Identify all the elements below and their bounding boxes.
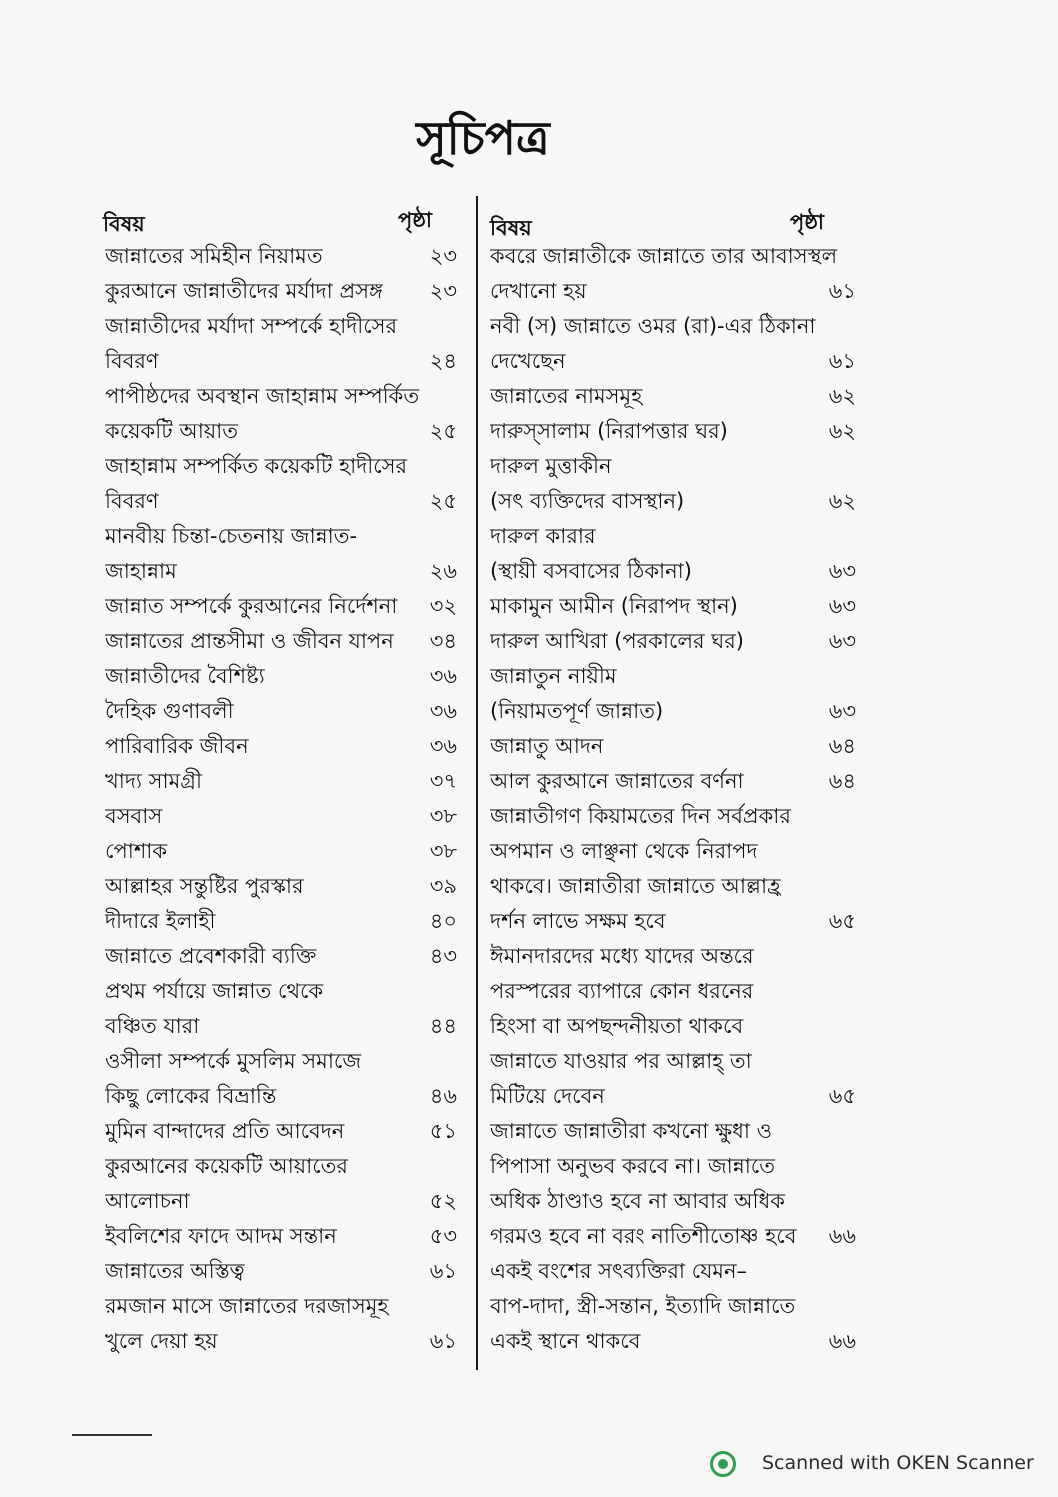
toc-entry-topic: দেখানো হয় [490,279,587,303]
toc-entry-page-number: ৩৬ [429,734,457,758]
toc-entry-topic: আল কুরআনে জান্নাতের বর্ণনা [490,769,744,793]
toc-entry-page-number: ৩২ [429,594,457,618]
toc-entry-topic: মানবীয় চিন্তা-চেতনায় জান্নাত- [105,524,358,548]
toc-entry [490,1185,856,1220]
toc-entry-topic: একই বংশের সৎব্যক্তিরা যেমন– [490,1259,747,1283]
toc-entry-page-number: ৬৫ [828,1084,856,1108]
toc-entry [105,275,457,310]
toc-entry-topic: পারিবারিক জীবন [105,734,249,758]
toc-entry-topic: খাদ্য সামগ্রী [105,769,203,793]
toc-entry-topic: দর্শন লাভে সক্ষম হবে [490,909,666,933]
right-header-topic: বিষয় [490,216,532,240]
toc-entry [105,1080,457,1115]
right-header-page: পৃষ্ঠা [790,210,825,234]
toc-entry [105,660,457,695]
toc-entry-topic: কবরে জান্নাতীকে জান্নাতে তার আবাসস্থল [490,244,838,268]
toc-entry-page-number: ৬১ [828,279,856,303]
toc-entry [105,1150,457,1185]
toc-entry [490,555,856,590]
toc-entry [490,380,856,415]
toc-entry [105,1325,457,1360]
toc-entry [105,310,457,345]
toc-entry-topic: বাপ-দাদা, স্ত্রী-সন্তান, ইত্যাদি জান্নাতে [490,1294,796,1318]
toc-entry-topic: জান্নাতে প্রবেশকারী ব্যক্তি [105,944,317,968]
toc-entry [490,1255,856,1290]
toc-entry [490,520,856,555]
toc-entry-page-number: ২৫ [429,489,457,513]
toc-entry-topic: জান্নাতু আদন [490,734,604,758]
toc-entry-topic: জান্নাতের নামসমূহ [490,384,643,408]
toc-entry-topic: দৈহিক গুণাবলী [105,699,234,723]
toc-entry [490,1290,856,1325]
toc-entry-topic: জান্নাতুন নায়ীম [490,664,617,688]
toc-entry-page-number: ৬৩ [828,594,856,618]
toc-entry [105,1010,457,1045]
left-header-page: পৃষ্ঠা [398,208,433,232]
toc-entry-topic: বিবরণ [105,349,159,373]
toc-entry-topic: মাকামুন আমীন (নিরাপদ স্থান) [490,594,738,618]
toc-entry-page-number: ৬১ [429,1329,457,1353]
toc-entry [490,485,856,520]
toc-entry [105,905,457,940]
toc-entry [105,765,457,800]
toc-entry [490,905,856,940]
toc-entry [105,1045,457,1080]
toc-entry [105,1220,457,1255]
toc-entry-topic: জান্নাতের অস্তিত্ব [105,1259,245,1283]
toc-entry-page-number: ৬১ [828,349,856,373]
bottom-rule [72,1434,152,1436]
toc-entry-page-number: ৫২ [429,1189,457,1213]
toc-entry-page-number: ৬৫ [828,909,856,933]
toc-entry-topic: পরস্পরের ব্যাপারে কোন ধরনের [490,979,754,1003]
toc-entry [490,695,856,730]
toc-entry [105,940,457,975]
toc-entry-topic: দারুল কারার [490,524,596,548]
toc-entry-page-number: ২৪ [429,349,457,373]
toc-entry-page-number: ৬৩ [828,699,856,723]
toc-entry-topic: অধিক ঠাণ্ডাও হবে না আবার অধিক [490,1189,785,1213]
toc-entry [490,415,856,450]
toc-entry [490,1325,856,1360]
toc-entry-topic: কুরআনে জান্নাতীদের মর্যাদা প্রসঙ্গ [105,279,383,303]
toc-entry [105,1115,457,1150]
toc-entry-page-number: ৫১ [429,1119,457,1143]
toc-entry-topic: হিংসা বা অপছন্দনীয়তা থাকবে [490,1014,744,1038]
toc-entry [490,275,856,310]
toc-entry [490,940,856,975]
toc-entry [105,730,457,765]
toc-entry-page-number: ৬৪ [828,734,856,758]
toc-entry [105,800,457,835]
toc-entry-page-number: ৩৪ [429,629,457,653]
toc-entry-topic: বিবরণ [105,489,159,513]
toc-entry [490,730,856,765]
toc-entry-topic: ইবলিশের ফাদে আদম সন্তান [105,1224,337,1248]
toc-entry-topic: কুরআনের কয়েকটি আয়াতের [105,1154,348,1178]
toc-entry [490,975,856,1010]
toc-entry [490,1115,856,1150]
toc-entry [105,870,457,905]
toc-entry-page-number: ৬২ [828,489,856,513]
toc-entry-page-number: ৪৪ [429,1014,457,1038]
toc-entry-topic: জান্নাতে জান্নাতীরা কখনো ক্ষুধা ও [490,1119,773,1143]
toc-entry [105,695,457,730]
toc-entry [490,240,856,275]
toc-entry-topic: আল্লাহর সন্তুষ্টির পুরস্কার [105,874,304,898]
toc-entry-page-number: ৬৩ [828,629,856,653]
toc-entry-topic: জান্নাতের সমিহীন নিয়ামত [105,244,323,268]
page-title: সূচিপত্র [416,111,550,165]
toc-entry [105,380,457,415]
toc-entry-topic: আলোচনা [105,1189,190,1213]
toc-entry-topic: (সৎ ব্যক্তিদের বাসস্থান) [490,489,685,513]
toc-entry-page-number: ৩৬ [429,664,457,688]
toc-entry-page-number: ৩৯ [429,874,457,898]
toc-entry [490,1045,856,1080]
toc-entry-topic: জান্নাতের প্রান্তসীমা ও জীবন যাপন [105,629,394,653]
toc-entry-topic: নবী (স) জান্নাতে ওমর (রা)-এর ঠিকানা [490,314,816,338]
toc-entry [490,590,856,625]
toc-entry [490,660,856,695]
toc-entry-page-number: ৬১ [429,1259,457,1283]
toc-entry-topic: খুলে দেয়া হয় [105,1329,218,1353]
toc-entry-topic: মুমিন বান্দাদের প্রতি আবেদন [105,1119,345,1143]
toc-entry-topic: ওসীলা সম্পর্কে মুসলিম সমাজে [105,1049,362,1073]
toc-entry-page-number: ২৫ [429,419,457,443]
toc-entry-page-number: ২৩ [429,244,457,268]
toc-entry-topic: জান্নাতীগণ কিয়ামতের দিন সর্বপ্রকার [490,804,791,828]
toc-left-column [105,240,457,1360]
toc-entry-topic: দীদারে ইলাহী [105,909,216,933]
column-divider [476,196,478,1370]
toc-entry-page-number: ৬২ [828,419,856,443]
toc-entry [105,835,457,870]
toc-entry-page-number: ৪০ [429,909,457,933]
toc-entry-topic: একই স্থানে থাকবে [490,1329,641,1353]
toc-entry [105,450,457,485]
toc-entry-topic: দেখেছেন [490,349,566,373]
toc-entry-page-number: ৬৩ [828,559,856,583]
toc-entry-topic: (স্থায়ী বসবাসের ঠিকানা) [490,559,692,583]
toc-entry-page-number: ৫৩ [429,1224,457,1248]
toc-entry-page-number: ৬৬ [828,1329,856,1353]
toc-entry [105,1185,457,1220]
toc-entry [105,1255,457,1290]
toc-entry-topic: পাপীষ্ঠদের অবস্থান জাহান্নাম সম্পর্কিত [105,384,420,408]
toc-entry [490,310,856,345]
toc-entry-topic: জাহান্নাম [105,559,177,583]
toc-entry [490,800,856,835]
toc-entry-page-number: ৬২ [828,384,856,408]
toc-entry-topic: গরমও হবে না বরং নাতিশীতোষ্ণ হবে [490,1224,797,1248]
toc-entry [490,1220,856,1255]
toc-entry [105,485,457,520]
toc-entry-topic: থাকবে। জান্নাতীরা জান্নাতে আল্লাহ্র [490,874,781,898]
toc-entry-topic: পিপাসা অনুভব করবে না। জান্নাতে [490,1154,775,1178]
toc-entry-topic: কয়েকটি আয়াত [105,419,239,443]
toc-entry-topic: অপমান ও লাঞ্ছনা থেকে নিরাপদ [490,839,758,863]
toc-entry-topic: দারুল আখিরা (পরকালের ঘর) [490,629,744,653]
toc-entry-topic: বসবাস [105,804,163,828]
toc-entry-topic: দারুস্সালাম (নিরাপত্তার ঘর) [490,419,728,443]
toc-entry-page-number: ৩৮ [429,839,457,863]
left-header-topic: বিষয় [103,212,145,236]
toc-entry-topic: বঞ্চিত যারা [105,1014,200,1038]
toc-entry-topic: পোশাক [105,839,168,863]
toc-entry-topic: জান্নাতীদের মর্যাদা সম্পর্কে হাদীসের [105,314,398,338]
toc-entry [105,240,457,275]
toc-entry [490,765,856,800]
toc-entry-topic: ঈমানদারদের মধ্যে যাদের অন্তরে [490,944,754,968]
oken-scanner-logo-icon [710,1451,736,1477]
toc-entry-page-number: ৩৮ [429,804,457,828]
toc-entry-topic: মিটিয়ে দেবেন [490,1084,605,1108]
toc-entry-page-number: ২৬ [429,559,457,583]
toc-entry [490,1080,856,1115]
toc-entry-topic: দারুল মুত্তাকীন [490,454,612,478]
toc-entry [105,975,457,1010]
toc-entry [105,345,457,380]
toc-entry [105,590,457,625]
toc-entry-topic: জান্নাতে যাওয়ার পর আল্লাহ্ তা [490,1049,752,1073]
toc-entry-page-number: ৬৪ [828,769,856,793]
toc-entry [490,1150,856,1185]
toc-entry [490,1010,856,1045]
toc-entry-topic: জান্নাতীদের বৈশিষ্ট্য [105,664,265,688]
toc-entry-page-number: ২৩ [429,279,457,303]
toc-entry-topic: রমজান মাসে জান্নাতের দরজাসমূহ [105,1294,389,1318]
toc-entry [490,450,856,485]
toc-entry [105,555,457,590]
toc-entry-topic: প্রথম পর্যায়ে জান্নাত থেকে [105,979,324,1003]
toc-entry [105,520,457,555]
toc-entry-topic: জান্নাত সম্পর্কে কুরআনের নির্দেশনা [105,594,398,618]
toc-entry-topic: জাহান্নাম সম্পর্কিত কয়েকটি হাদীসের [105,454,408,478]
toc-entry [490,625,856,660]
toc-entry-topic: কিছু লোকের বিভ্রান্তি [105,1084,277,1108]
toc-right-column [490,240,856,1360]
toc-entry [490,870,856,905]
toc-entry-page-number: ৩৬ [429,699,457,723]
toc-entry [105,625,457,660]
toc-entry-page-number: ৪৬ [429,1084,457,1108]
toc-entry [105,415,457,450]
toc-entry-page-number: ৬৬ [828,1224,856,1248]
toc-entry [105,1290,457,1325]
scanner-watermark: Scanned with OKEN Scanner [762,1452,1034,1474]
toc-entry [490,345,856,380]
toc-entry-page-number: ৪৩ [429,944,457,968]
toc-entry [490,835,856,870]
toc-entry-page-number: ৩৭ [429,769,457,793]
toc-entry-topic: (নিয়ামতপূর্ণ জান্নাত) [490,699,664,723]
